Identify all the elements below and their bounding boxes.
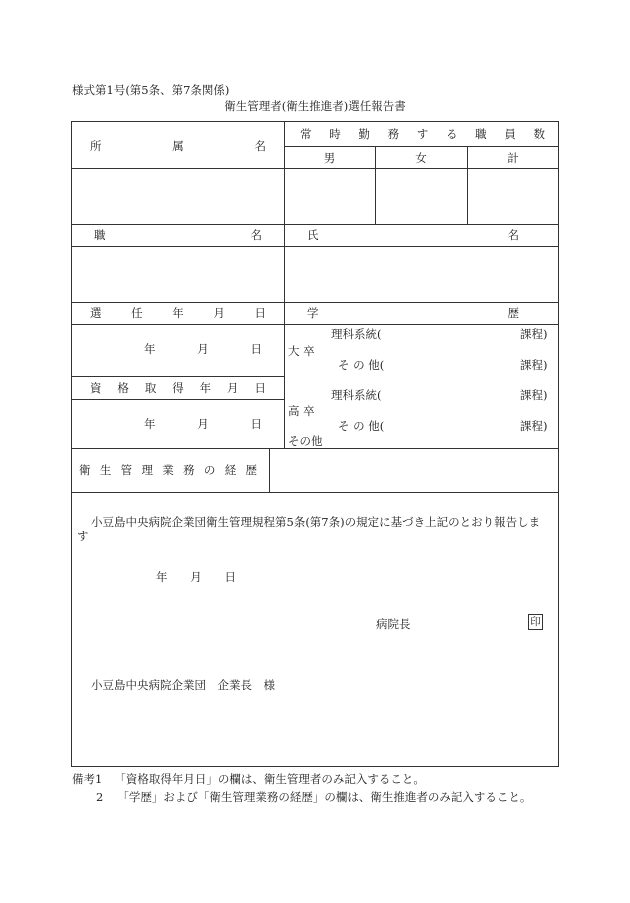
highschool-science-course: 理科系統( bbox=[331, 388, 382, 402]
appointment-date-units: 年 月 日 bbox=[144, 342, 262, 356]
university-science-course: 理科系統( bbox=[331, 327, 382, 341]
employees-header: 常 時 勤 務 す る 職 員 数 bbox=[300, 127, 545, 141]
affiliation-label: 所 属 名 bbox=[90, 139, 266, 153]
row-line bbox=[72, 168, 559, 169]
other-education-label: その他 bbox=[288, 434, 323, 448]
report-form bbox=[71, 121, 559, 767]
total-header: 計 bbox=[507, 151, 519, 165]
seal-mark: 印 bbox=[528, 614, 543, 630]
row-line bbox=[72, 399, 284, 400]
education-label: 学 歴 bbox=[307, 306, 519, 320]
female-header: 女 bbox=[415, 151, 427, 165]
job-title-label: 職 名 bbox=[94, 228, 262, 242]
note-1: 備考1 「資格取得年月日」の欄は、衛生管理者のみ記入すること。 bbox=[72, 772, 425, 786]
row-line bbox=[284, 146, 559, 147]
university-label: 大 卒 bbox=[288, 344, 315, 358]
director-label: 病院長 bbox=[376, 617, 411, 631]
course-close: 課程) bbox=[520, 388, 548, 402]
column-divider bbox=[284, 122, 285, 448]
form-label: 様式第1号(第5条、第7条関係) bbox=[72, 83, 230, 97]
highschool-label: 高 卒 bbox=[288, 404, 315, 418]
course-close: 課程) bbox=[520, 358, 548, 372]
page-title: 衛生管理者(衛生推進者)選任報告書 bbox=[224, 99, 406, 113]
qualification-date-label: 資 格 取 得 年 月 日 bbox=[90, 381, 266, 395]
report-date: 年 月 日 bbox=[156, 570, 236, 584]
row-line bbox=[72, 324, 559, 325]
career-divider bbox=[269, 448, 270, 492]
course-close: 課程) bbox=[520, 419, 548, 433]
note-2: 2 「学歴」および「衛生管理業務の経歴」の欄は、衛生推進者のみ記入すること。 bbox=[96, 790, 532, 804]
university-other-course: そ の 他( bbox=[338, 358, 385, 372]
row-line bbox=[72, 246, 559, 247]
highschool-other-course: そ の 他( bbox=[338, 419, 385, 433]
name-label: 氏 名 bbox=[307, 228, 519, 242]
male-header: 男 bbox=[323, 151, 336, 165]
addressee: 小豆島中央病院企業団 企業長 様 bbox=[91, 678, 275, 692]
course-close: 課程) bbox=[520, 327, 548, 341]
career-label: 衛 生 管 理 業 務 の 経 歴 bbox=[79, 463, 257, 477]
report-statement-cont: す bbox=[77, 529, 89, 543]
qualification-date-units: 年 月 日 bbox=[144, 417, 262, 431]
report-statement: 小豆島中央病院企業団衛生管理規程第5条(第7条)の規定に基づき上記のとおり報告しま bbox=[91, 515, 541, 529]
appointment-date-label: 選 任 年 月 日 bbox=[90, 306, 266, 320]
row-line bbox=[72, 492, 559, 493]
